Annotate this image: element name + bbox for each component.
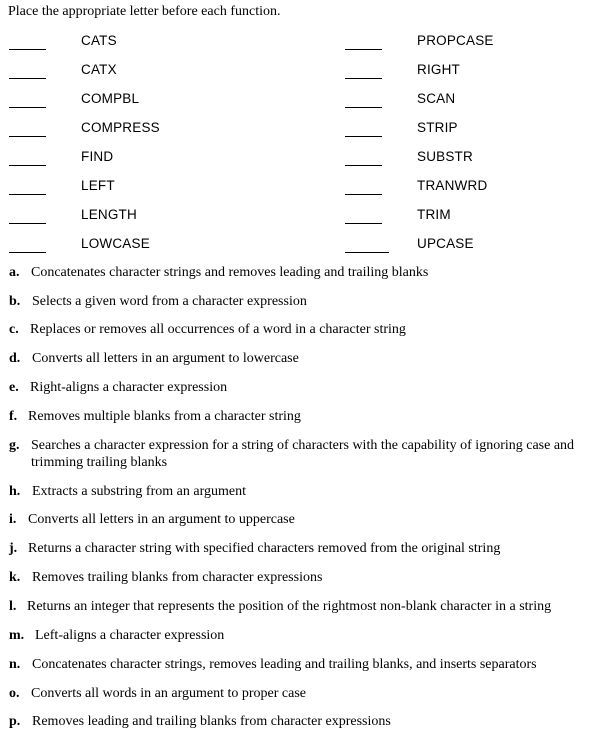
answer-blank[interactable] <box>9 120 46 137</box>
definition-letter: j. <box>9 541 18 556</box>
definition-item <box>9 540 609 557</box>
definition-item <box>9 437 609 471</box>
definition-text: Removes trailing blanks from character expressions <box>32 570 323 585</box>
definition-text: Converts all letters in an argument to lowercase <box>32 351 299 366</box>
answer-blank[interactable] <box>345 207 382 224</box>
function-row <box>0 91 615 111</box>
function-name: STRIP <box>417 120 458 135</box>
definition-letter: f. <box>9 409 18 424</box>
definition-text: Removes multiple blanks from a character string <box>28 409 301 424</box>
function-name: SUBSTR <box>417 149 473 164</box>
definition-text: Right-aligns a character expression <box>30 380 228 395</box>
function-name: SCAN <box>417 91 456 106</box>
definition-item <box>9 511 609 528</box>
definition-item <box>9 264 609 281</box>
function-name: LENGTH <box>81 207 137 222</box>
definition-letter: p. <box>9 714 21 729</box>
definition-text: Concatenates character strings and removes leading and trailing blanks <box>31 265 429 280</box>
definition-text: Extracts a substring from an argument <box>32 484 246 499</box>
definition-text: Concatenates character strings, removes leading and trailing blanks, and inserts separators <box>32 657 537 672</box>
definition-letter: a. <box>9 265 20 280</box>
function-name: COMPRESS <box>81 120 160 135</box>
definition-letter: b. <box>9 294 21 309</box>
answer-blank[interactable] <box>345 91 382 108</box>
function-name: CATX <box>81 62 117 77</box>
definition-letter: i. <box>9 512 17 527</box>
definition-letter: g. <box>9 438 20 453</box>
definition-item <box>9 569 609 586</box>
answer-blank[interactable] <box>9 236 46 253</box>
answer-blank[interactable] <box>9 178 46 195</box>
definition-text: Converts all words in an argument to proper case <box>31 686 307 701</box>
function-row <box>0 149 615 169</box>
function-row <box>0 120 615 140</box>
definition-text: Selects a given word from a character expression <box>32 294 307 309</box>
function-name: UPCASE <box>417 236 474 251</box>
function-name: RIGHT <box>417 62 460 77</box>
function-row <box>0 33 615 53</box>
definition-item <box>9 598 609 615</box>
function-name: TRIM <box>417 207 451 222</box>
definition-text: Searches a character expression for a string of characters with the capability of ignoring case and trimming trailing blanks <box>31 438 575 470</box>
instructions-text: Place the appropriate letter before each function. <box>8 4 281 19</box>
answer-blank[interactable] <box>9 149 46 166</box>
function-name: PROPCASE <box>417 33 494 48</box>
function-name: CATS <box>81 33 117 48</box>
definition-text: Returns a character string with specified characters removed from the original string <box>28 541 501 556</box>
definition-letter: h. <box>9 484 21 499</box>
answer-blank[interactable] <box>345 120 382 137</box>
function-name: COMPBL <box>81 91 140 106</box>
definition-letter: m. <box>9 628 25 643</box>
definition-letter: d. <box>9 351 21 366</box>
definition-item <box>9 379 609 396</box>
answer-blank[interactable] <box>9 207 46 224</box>
definition-letter: n. <box>9 657 21 672</box>
answer-blank[interactable] <box>9 91 46 108</box>
definition-item <box>9 685 609 702</box>
definition-text: Removes leading and trailing blanks from character expressions <box>32 714 391 729</box>
definition-text: Replaces or removes all occurrences of a word in a character string <box>30 322 406 337</box>
definition-item <box>9 350 609 367</box>
answer-blank[interactable] <box>345 62 382 79</box>
definition-letter: c. <box>9 322 19 337</box>
answer-blank[interactable] <box>345 178 382 195</box>
definition-letter: o. <box>9 686 20 701</box>
definition-item <box>9 321 609 338</box>
answer-blank[interactable] <box>9 33 46 50</box>
definition-item <box>9 483 609 500</box>
answer-blank[interactable] <box>345 236 389 253</box>
function-name: LEFT <box>81 178 115 193</box>
definition-letter: k. <box>9 570 21 585</box>
function-row <box>0 236 615 256</box>
answer-blank[interactable] <box>9 62 46 79</box>
function-row <box>0 62 615 82</box>
answer-blank[interactable] <box>345 33 382 50</box>
function-name: FIND <box>81 149 114 164</box>
definition-text: Returns an integer that represents the position of the rightmost non-blank character in a string <box>27 599 552 614</box>
definition-item <box>9 627 609 644</box>
definition-item <box>9 656 609 673</box>
definition-item <box>9 713 609 730</box>
function-row <box>0 178 615 198</box>
definition-item <box>9 408 609 425</box>
function-name: LOWCASE <box>81 236 150 251</box>
answer-blank[interactable] <box>345 149 382 166</box>
function-name: TRANWRD <box>417 178 488 193</box>
function-row <box>0 207 615 227</box>
definition-text: Left-aligns a character expression <box>35 628 225 643</box>
definition-letter: e. <box>9 380 19 395</box>
definition-text: Converts all letters in an argument to uppercase <box>28 512 295 527</box>
definition-letter: l. <box>9 599 17 614</box>
definition-item <box>9 293 609 310</box>
